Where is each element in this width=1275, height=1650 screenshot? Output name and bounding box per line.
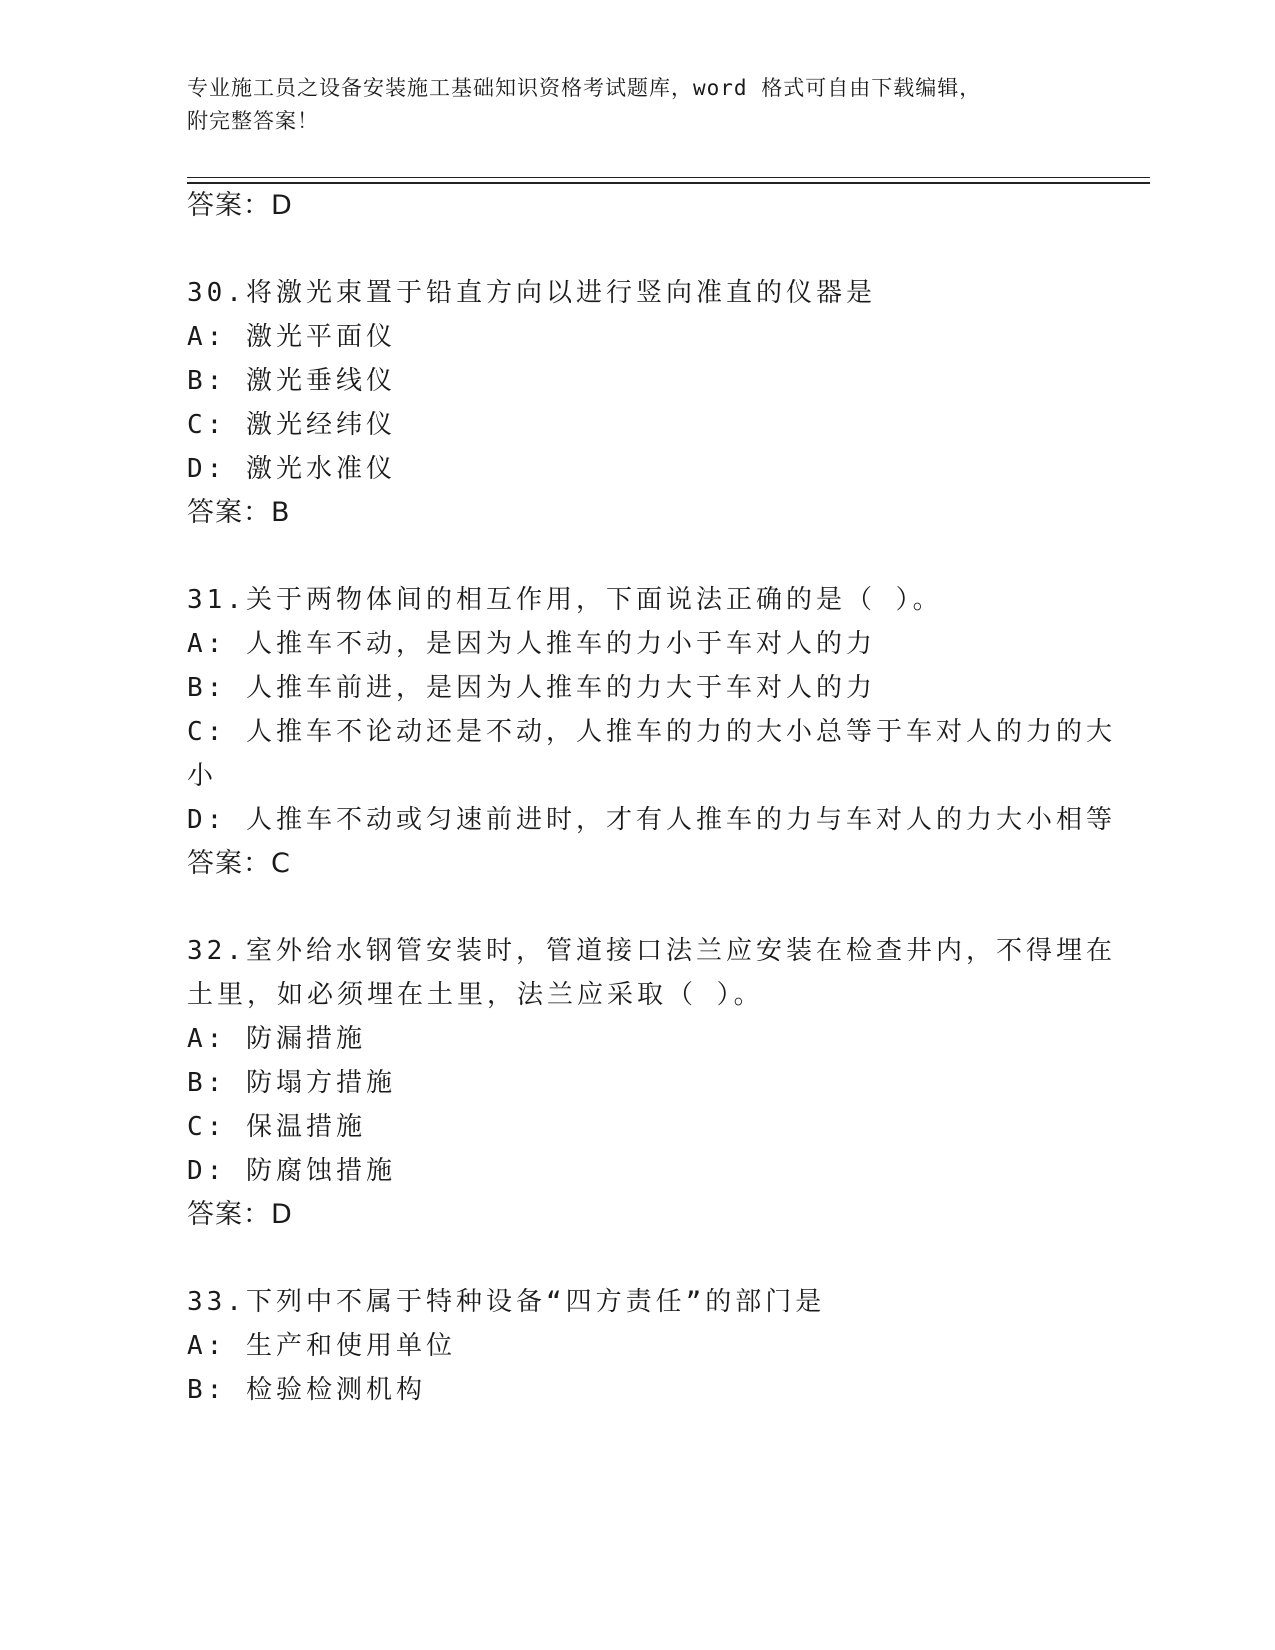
question-31-option-b: B: 人推车前进，是因为人推车的力大于车对人的力 xyxy=(187,673,876,703)
header-line-1: 专业施工员之设备安装施工基础知识资格考试题库，word 格式可自由下载编辑， xyxy=(187,76,982,100)
question-32-stem-line-1: 32.室外给水钢管安装时，管道接口法兰应安装在检查井内，不得埋在 xyxy=(187,936,1116,966)
answer-q30: 答案：B xyxy=(187,497,291,528)
question-31-option-c-line-1: C: 人推车不论动还是不动，人推车的力的大小总等于车对人的力的大 xyxy=(187,717,1116,747)
answer-q29: 答案：D xyxy=(187,190,293,221)
question-30-option-c: C: 激光经纬仪 xyxy=(187,410,396,440)
question-31-option-c-line-2: 小 xyxy=(187,761,218,791)
question-30-stem: 30.将激光束置于铅直方向以进行竖向准直的仪器是 xyxy=(187,278,876,308)
answer-q32: 答案：D xyxy=(187,1199,293,1230)
answer-q31: 答案：C xyxy=(187,848,291,879)
question-30-option-a: A: 激光平面仪 xyxy=(187,322,396,352)
question-32-stem-line-2: 土里，如必须埋在土里，法兰应采取（ ）。 xyxy=(187,980,764,1010)
question-33-option-a: A: 生产和使用单位 xyxy=(187,1331,456,1361)
question-32-option-a: A: 防漏措施 xyxy=(187,1024,366,1054)
header-divider-thick xyxy=(187,182,1150,184)
question-31-option-a: A: 人推车不动，是因为人推车的力小于车对人的力 xyxy=(187,629,876,659)
question-30-option-b: B: 激光垂线仪 xyxy=(187,366,396,396)
question-33-stem: 33.下列中不属于特种设备“四方责任”的部门是 xyxy=(187,1287,826,1317)
header-line-2: 附完整答案！ xyxy=(187,109,319,133)
question-30-option-d: D: 激光水准仪 xyxy=(187,454,396,484)
question-33-option-b: B: 检验检测机构 xyxy=(187,1375,426,1405)
question-32-option-c: C: 保温措施 xyxy=(187,1112,366,1142)
header-divider-thin xyxy=(187,177,1150,178)
question-32-option-b: B: 防塌方措施 xyxy=(187,1068,396,1098)
document-header xyxy=(187,72,1087,138)
question-32-option-d: D: 防腐蚀措施 xyxy=(187,1156,396,1186)
question-31-stem: 31.关于两物体间的相互作用，下面说法正确的是（ ）。 xyxy=(187,585,943,615)
question-31-option-d: D: 人推车不动或匀速前进时，才有人推车的力与车对人的力大小相等 xyxy=(187,805,1116,835)
